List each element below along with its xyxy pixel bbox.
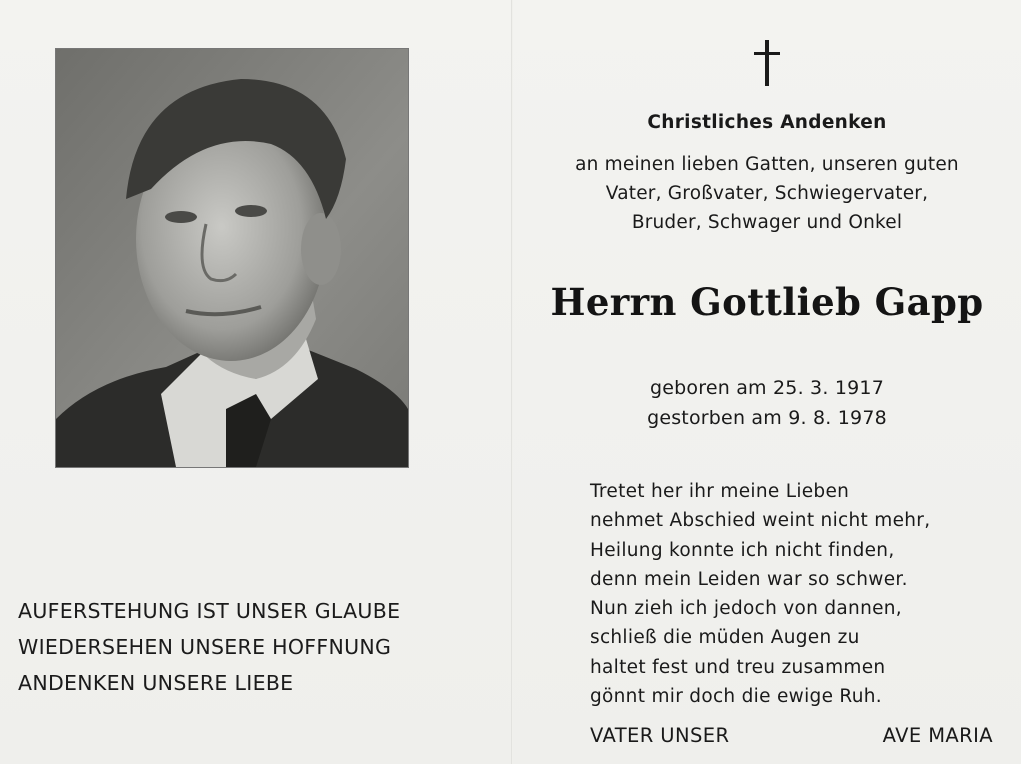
prayer-ave-maria: AVE MARIA: [882, 724, 993, 747]
poem-line: haltet fest und treu zusammen: [590, 656, 886, 678]
deceased-name: Herrn Gottlieb Gapp: [550, 280, 984, 324]
intro-text: [513, 150, 1021, 237]
birth-date: geboren am 25. 3. 1917: [650, 377, 884, 399]
motto-line: WIEDERSEHEN UNSERE HOFFNUNG: [18, 635, 392, 659]
poem: [590, 477, 930, 711]
right-panel: [513, 0, 1021, 764]
motto-line: AUFERSTEHUNG IST UNSER GLAUBE: [18, 599, 401, 623]
life-dates: [513, 373, 1021, 433]
heading: Christliches Andenken: [647, 112, 887, 133]
left-motto: [18, 593, 498, 701]
poem-line: gönnt mir doch die ewige Ruh.: [590, 686, 882, 708]
portrait-photo: [55, 48, 409, 468]
poem-line: denn mein Leiden war so schwer.: [590, 568, 908, 590]
poem-line: schließ die müden Augen zu: [590, 627, 860, 649]
intro-line: Bruder, Schwager und Onkel: [631, 212, 903, 233]
poem-line: Tretet her ihr meine Lieben: [590, 481, 850, 502]
poem-line: Heilung konnte ich nicht finden,: [590, 539, 895, 561]
intro-line: Vater, Großvater, Schwiegervater,: [605, 183, 929, 204]
poem-line: Nun zieh ich jedoch von dannen,: [590, 598, 902, 620]
intro-line: an meinen lieben Gatten, unseren guten: [575, 154, 959, 175]
poem-line: nehmet Abschied weint nicht mehr,: [590, 510, 931, 532]
cross-icon: [753, 40, 781, 86]
prayer-vater-unser: VATER UNSER: [590, 724, 730, 747]
motto-line: ANDENKEN UNSERE LIEBE: [18, 671, 294, 695]
cross-container: [513, 40, 1021, 90]
death-date: gestorben am 9. 8. 1978: [647, 407, 887, 429]
portrait-image: [56, 49, 408, 467]
